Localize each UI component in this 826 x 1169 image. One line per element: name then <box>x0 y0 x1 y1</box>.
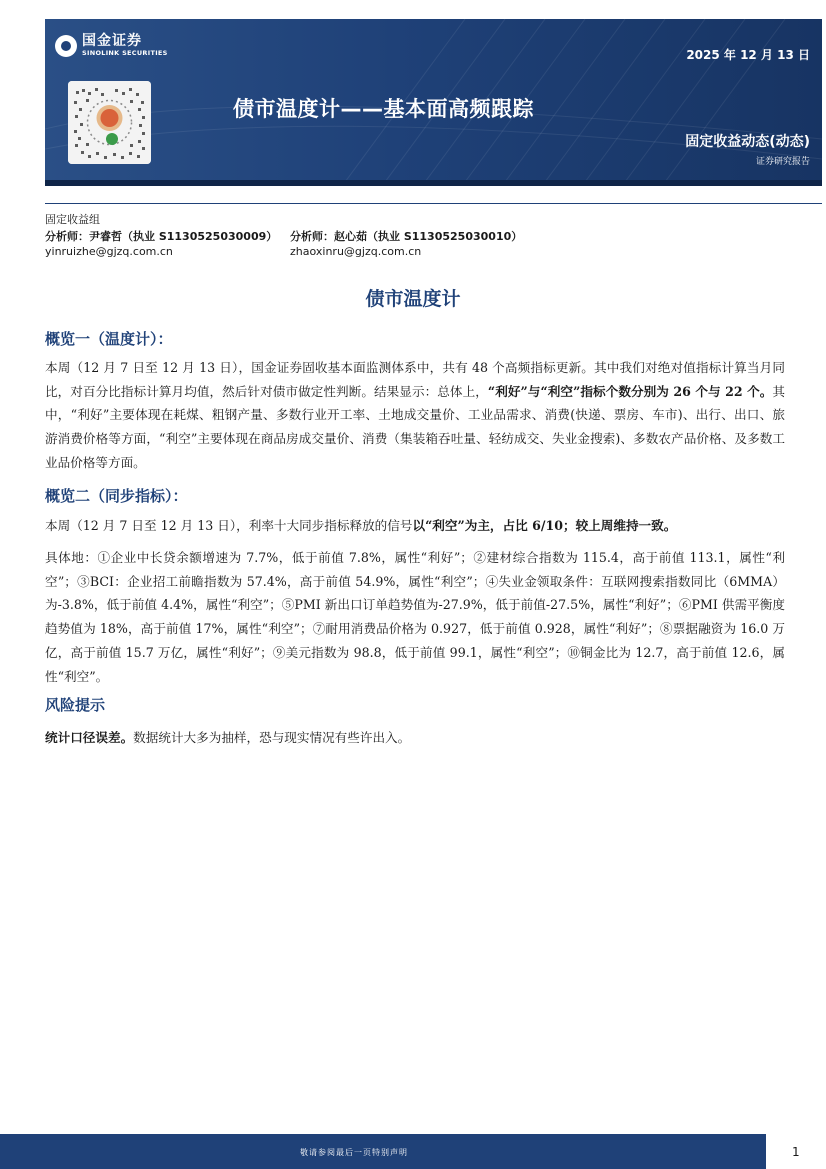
report-banner <box>45 19 822 182</box>
logo-icon <box>55 35 77 57</box>
analyst-1-email[interactable]: yinruizhe@gjzq.com.cn <box>45 245 173 258</box>
section-heading-overview2: 概览二（同步指标）： <box>45 487 188 505</box>
risk-text: 数据统计大多为抽样，恐与现实情况有些许出入。 <box>133 730 411 745</box>
footer-disclaimer: 敬请参阅最后一页特别声明 <box>300 1148 408 1157</box>
analyst-2-email[interactable]: zhaoxinru@gjzq.com.cn <box>290 245 422 258</box>
report-category: 固定收益动态(动态) <box>685 134 810 150</box>
divider <box>45 203 822 204</box>
report-type: 证券研究报告 <box>755 157 810 167</box>
document-title: 债市温度计 <box>365 288 461 310</box>
analyst-2: 分析师：赵心茹（执业 S1130525030010） <box>290 230 523 243</box>
logo-chinese-name: 国金证券 <box>82 33 142 49</box>
overview1-text-b: 其中，“利好”主要体现在耗煤、粗钢产量、多数行业开工率、土地成交量价、工业品需求、消费(快递、票房、车市)、出行、出口、旅游消费价格等方面，“利空”主要体现在商品房成交量价、消费（集装箱吞吐量、轻纺成交、失业金搜索)、多数农产品价格、及多数工业品价格等方面。 <box>45 383 785 470</box>
qr-code-icon <box>68 81 151 164</box>
logo-english-name: SINOLINK SECURITIES <box>82 49 168 57</box>
overview2-paragraph-2: 具体地：①企业中长贷余额增速为 7.7%，低于前值 7.8%，属性“利好”；②建材综合指数为 115.4，高于前值 113.1，属性“利空”；③BCI：企业招工前瞻指数为 57.4%，高于前值 54.9%，属性“利空”；④失业金领取条件：互联网搜索指数同比（6MMA）为-3.8%，低于前值 4.4%，属性“利空”；⑤PMI 新出口订单趋势值为-27.9%，低于前值-27.5%，属性“利好”；⑥PMI 供需平衡度趋势值为 18%，高于前值 17%，属性“利空”；⑦耐用消费品价格为 0.927，低于前值 0.928，属性“利好”；⑧票据融资为 16.0 万亿，高于前值 15.7 万亿，属性“利好”；⑨美元指数为 98.8，低于前值 99.1，属性“利空”；⑩铜金比为 12.7，高于前值 12.6，属性“利空”。 <box>45 550 785 684</box>
section-heading-risk: 风险提示 <box>45 696 106 714</box>
risk-text-bold: 统计口径误差。 <box>45 730 134 745</box>
report-title: 债市温度计——基本面高频跟踪 <box>233 97 534 121</box>
risk-paragraph <box>45 726 785 750</box>
overview1-paragraph <box>45 356 785 475</box>
company-logo <box>55 34 168 57</box>
section-heading-overview1: 概览一（温度计）： <box>45 330 173 348</box>
page-number: 1 <box>792 1145 800 1159</box>
overview2-text-a: 本周（12 月 7 日至 12 月 13 日），利率十大同步指标释放的信号 <box>45 518 413 533</box>
overview2-text-bold: 以“利空”为主，占比 6/10；较上周维持一致。 <box>412 518 677 533</box>
analyst-1: 分析师：尹睿哲（执业 S1130525030009） <box>45 230 278 243</box>
team-name: 固定收益组 <box>45 213 100 226</box>
banner-bottom-bar <box>45 180 822 186</box>
overview1-text-a: 本周（12 月 7 日至 12 月 13 日），国金证券固收基本面监测体系中，共有 48 个高频指标更新。其中我们对绝对值指标计算当月同比，对百分比指标计算月均值，然后针对债市做定性判断。结果显示：总体上， <box>45 360 785 399</box>
overview2-paragraph-1 <box>45 514 785 538</box>
overview1-text-bold: “利好”与“利空”指标个数分别为 26 个与 22 个。 <box>487 383 773 399</box>
report-date: 2025 年 12 月 13 日 <box>686 48 810 62</box>
